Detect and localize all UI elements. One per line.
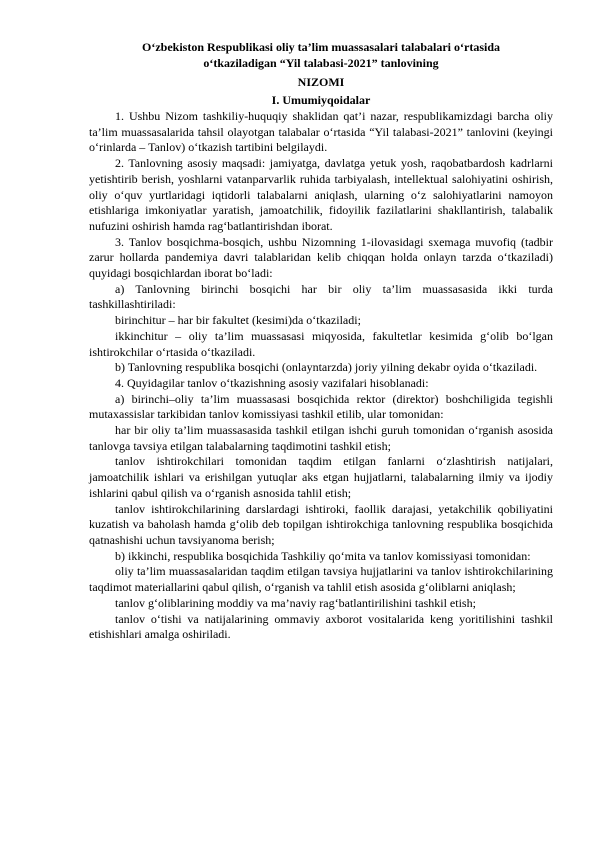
- section-heading: I. Umumiyqoidalar: [271, 93, 371, 107]
- title-line-1: O‘zbekiston Respublikasi oliy ta’lim muassasalari talabalari o‘rtasida: [141, 40, 501, 54]
- paragraph-4a-item-1: har bir oliy ta’lim muassasasida tashkil etilgan ishchi guruh tomonidan o‘rganish asosida tanlovga tavsiya etilgan talabalarning taqdimotini tashkil etish;: [89, 423, 553, 453]
- paragraph-1: 1. Ushbu Nizom tashkiliy-huquqiy shaklidan qat’i nazar, respublikamizdagi barcha oliy ta’lim muassasalarida tahsil olayotgan talabalar o‘rtasida “Yil talabasi-2021” tanlovini (keyingi o‘rinlarda – Tanlov) o‘tkazish tartibini belgilaydi.: [89, 109, 553, 155]
- document-body: [89, 109, 553, 643]
- title-line-2: o‘tkaziladigan “Yil talabasi-2021” tanlovining: [203, 55, 439, 70]
- document-title: [89, 40, 553, 71]
- paragraph-4b-item-3: tanlov o‘tishi va natijalarining ommaviy axborot vositalarida keng yoritilishini tashkil etishishlari amalga oshiriladi.: [89, 611, 553, 642]
- paragraph-4b-item-2: tanlov g‘oliblarining moddiy va ma’naviy rag‘batlantirilishini tashkil etish;: [115, 595, 476, 610]
- document-page: [89, 40, 553, 643]
- paragraph-4a-item-3: tanlov ishtirokchilarining darslardagi ishtiroki, faollik darajasi, yetakchilik qobiliyatini kuzatish va baholash hamda g‘olib deb topilgan ishtirokchiga tanlovning respublika bosqichida qatnashishi uchun tavsiyanoma berish;: [89, 501, 553, 547]
- document-type-heading: NIZOMI: [297, 75, 345, 89]
- paragraph-second-round: ikkinchitur – oliy ta’lim muassasasi miqyosida, fakultetlar kesimida g‘olib bo‘lgan ishtirokchilar o‘rtasida o‘tkaziladi.: [89, 328, 553, 359]
- paragraph-4b-item-1: oliy ta’lim muassasalaridan taqdim etilgan tavsiya hujjatlarini va tanlov ishtirokchilarining taqdimot materiallarini qabul qilish, o‘rganish va tahlil etish asosida g‘oliblarni aniqlash;: [89, 564, 553, 595]
- paragraph-3a: a) Tanlovning birinchi bosqichi har bir oliy ta’lim muassasasida ikki turda tashkillashtiriladi:: [89, 281, 553, 312]
- paragraph-first-round: birinchitur – har bir fakultet (kesimi)da o‘tkaziladi;: [115, 313, 361, 328]
- paragraph-4b: b) ikkinchi, respublika bosqichida Tashkiliy qo‘mita va tanlov komissiyasi tomonidan:: [115, 548, 531, 563]
- paragraph-4: 4. Quyidagilar tanlov o‘tkazishning asosiy vazifalari hisoblanadi:: [115, 375, 429, 390]
- paragraph-4a: a) birinchi–oliy ta’lim muassasasi bosqichida rektor (direktor) boshchiligida tegishli mutaxassislar tarkibidan tanlov komissiyasi tashkil etilib, ular tomonidan:: [89, 391, 553, 422]
- paragraph-4a-item-2: tanlov ishtirokchilari tomonidan taqdim etilgan fanlarni o‘zlashtirish natijalari, jamoatchilik ishlari va erishilgan yutuqlar aks etgan hujjatlarni, talabalarning ilmiy va ijodiy ishlarini qabul qilish va o‘rganish asnosida tahlil etish;: [89, 454, 553, 500]
- paragraph-2: 2. Tanlovning asosiy maqsadi: jamiyatga, davlatga yetuk yosh, raqobatbardosh kadrlarni yetishtirib berish, yoshlarni vatanparvarlik ruhida tarbiyalash, intellektual salohiyatini oshirish, oliy o‘quv yurtlaridagi iqtidorli talabalarni aniqlash, ularning o‘z salohiyatlarini namoyon etishlariga imkoniyatlar yaratish, jamoatchilik, fidoyilik fazilatlarini shakllantirish, talabalik nufuzini oshirish hamda rag‘batlantirishdan iborat.: [89, 156, 553, 233]
- paragraph-3: 3. Tanlov bosqichma-bosqich, ushbu Nizomning 1-ilovasidagi sxemaga muvofiq (tadbir zarur hollarda pandemiya davri talablaridan kelib chiqqan holda onlayn tarzda o‘tkaziladi) quyidagi bosqichlardan iborat bo‘ladi:: [89, 234, 553, 281]
- paragraph-3b: b) Tanlovning respublika bosqichi (onlayntarzda) joriy yilning dekabr oyida o‘tkaziladi.: [115, 360, 538, 375]
